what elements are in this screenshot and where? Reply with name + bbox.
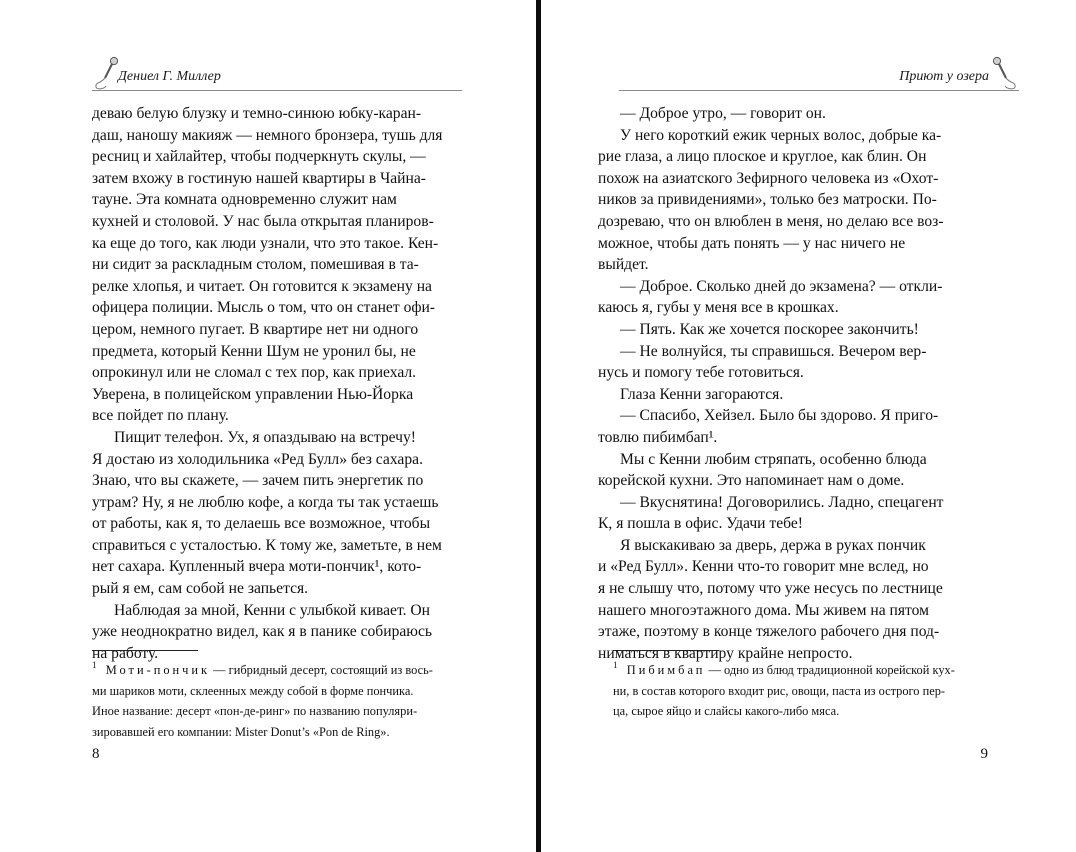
paragraph	[598, 405, 988, 448]
left-body-text	[92, 103, 464, 664]
left-running-header	[92, 56, 462, 91]
text-line: Глаза Кенни загораются.	[620, 385, 784, 403]
text-line: рие глаза, а лицо плоское и круглое, как блин. Он	[598, 148, 927, 166]
text-line: утрам? Ну, я не люблю кофе, а когда ты так устаешь	[92, 493, 439, 511]
text-line: все пойдет по плану.	[92, 407, 229, 425]
page-number: 9	[980, 746, 988, 762]
paragraph	[598, 319, 988, 341]
text-line: Уверена, в полицейском управлении Нью-Йорка	[92, 385, 414, 403]
paragraph	[598, 341, 988, 384]
footnote-mark: 1	[613, 660, 618, 670]
page-number: 8	[92, 746, 100, 762]
footnote-line: ни, в состав которого входит рис, овощи, паста из острого пер-	[613, 683, 946, 698]
text-line: нет сахара. Купленный вчера моти-пончик¹, кото-	[92, 558, 422, 576]
text-line: даш, наношу макияж — немного бронзера, тушь для	[92, 126, 443, 144]
right-page	[541, 0, 1076, 852]
microphone-ornament-icon	[989, 56, 1019, 90]
text-line: нусь и помогу тебе готовиться.	[598, 364, 804, 382]
text-line: — Вкуснятина! Договорились. Ладно, спецагент	[620, 493, 944, 511]
right-running-header	[619, 56, 1019, 91]
footnote-text: — гибридный десерт, состоящий из вось-	[210, 663, 433, 677]
text-line: — Пять. Как же хочется поскорее закончить!	[620, 320, 919, 338]
footnote-mark: 1	[92, 660, 97, 670]
text-line: — Доброе утро, — говорит он.	[620, 105, 826, 122]
footnote-rule	[92, 650, 198, 651]
text-line: Знаю, что вы скажете, — зачем пить энергетик по	[92, 472, 424, 490]
text-line: можное, чтобы дать понять — у нас ничего не	[598, 234, 906, 252]
text-line: Мы с Кенни любим стряпать, особенно блюда	[620, 450, 927, 468]
text-line: этаже, поэтому в конце тяжелого рабочего дня под-	[598, 623, 940, 641]
text-line: К, я пошла в офис. Удачи тебе!	[598, 515, 803, 533]
text-line: ресниц и хайлайтер, чтобы подчеркнуть скулы, —	[92, 148, 426, 166]
text-line: тауне. Эта комната одновременно служит нам	[92, 191, 397, 209]
footnote-line: ми шариков моти, склеенных между собой в форме пончика.	[92, 683, 414, 698]
text-line: каюсь я, губы у меня все в крошках.	[598, 299, 839, 317]
text-line: релке хлопья, и читает. Он готовится к экзамену на	[92, 277, 432, 295]
text-line: дозреваю, что он влюблен в меня, но делаю все воз-	[598, 212, 944, 230]
text-line: Наблюдая за мной, Кенни с улыбкой кивает. Он	[114, 601, 430, 619]
text-line: справиться с усталостью. К тому же, заметьте, в нем	[92, 536, 442, 554]
text-line: офицера полиции. Мысль о том, что он станет офи-	[92, 299, 436, 317]
text-line: деваю белую блузку и темно-синюю юбку-каран-	[92, 105, 422, 122]
text-line: товлю пибимбап¹.	[598, 428, 718, 446]
text-line: выйдет.	[598, 256, 649, 274]
right-body-text	[598, 103, 988, 664]
paragraph	[598, 535, 988, 665]
text-line: на работу.	[92, 644, 159, 662]
running-header-title: Приют у озера	[899, 69, 989, 84]
text-line: — Спасибо, Хейзел. Было бы здорово. Я приго-	[620, 407, 939, 425]
text-line: Я выскакиваю за дверь, держа в руках пончик	[620, 536, 926, 554]
text-line: похож на азиатского Зефирного человека из «Охот-	[598, 169, 939, 187]
text-line: затем вхожу в гостиную нашей квартиры в Чайна-	[92, 169, 426, 187]
paragraph	[598, 492, 988, 535]
footnote-line: зировавшей его компании: Mister Donut’s «Pon de Ring».	[92, 724, 390, 739]
paragraph	[598, 276, 988, 319]
paragraph	[92, 427, 464, 600]
text-line: У него короткий ежик черных волос, добрые ка-	[620, 126, 942, 144]
text-line: и «Ред Булл». Кенни что-то говорит мне вслед, но	[598, 558, 929, 576]
left-footnote	[92, 660, 464, 742]
footnote-line	[613, 660, 1013, 681]
footnote-text: — одно из блюд традиционной корейской кух-	[705, 663, 955, 677]
running-header-title: Дениел Г. Миллер	[118, 69, 221, 84]
paragraph	[92, 103, 464, 427]
right-footnote	[613, 660, 1013, 722]
text-line: ниматься в квартиру крайне непросто.	[598, 644, 853, 662]
text-line: ка еще до того, как люди узнали, что это такое. Кен-	[92, 234, 439, 252]
paragraph	[598, 384, 988, 406]
text-line: корейской кухни. Это напоминает нам о доме.	[598, 472, 905, 490]
footnote-line: Иное название: десерт «пон-де-ринг» по названию популяри-	[92, 704, 418, 719]
text-line: ников за привидениями», только без матроски. По-	[598, 191, 937, 209]
footnote-term: Пибимбап	[626, 663, 706, 677]
paragraph	[598, 103, 988, 125]
footnote-rule	[613, 650, 719, 651]
text-line: Я достаю из холодильника «Ред Булл» без сахара.	[92, 450, 423, 468]
text-line: от работы, как я, то делаешь все возможное, чтобы	[92, 515, 431, 533]
text-line: — Не волнуйся, ты справишься. Вечером вер-	[620, 342, 927, 360]
text-line: уже неоднократно видел, как я в панике собираюсь	[92, 623, 432, 641]
text-line: цером, немного пугает. В квартире нет ни одного	[92, 320, 419, 338]
footnote-line	[92, 660, 464, 681]
text-line: — Доброе. Сколько дней до экзамена? — откли-	[620, 277, 943, 295]
paragraph	[598, 125, 988, 276]
text-line: кухней и столовой. У нас была открытая планиров-	[92, 212, 434, 230]
text-line: я не слышу что, потому что уже несусь по лестнице	[598, 580, 943, 598]
text-line: рый я ем, сам собой не запьется.	[92, 580, 309, 598]
paragraph	[598, 449, 988, 492]
text-line: Пищит телефон. Ух, я опаздываю на встречу!	[114, 428, 416, 446]
text-line: опрокинул или не сломал с тех пор, как приехал.	[92, 364, 417, 382]
paragraph	[92, 600, 464, 665]
text-line: предмета, который Кенни Шум не уронил бы, не	[92, 342, 416, 360]
footnote-line: ца, сырое яйцо и слайсы какого-либо мяса.	[613, 704, 840, 719]
footnote-term: Моти-пончик	[105, 663, 211, 677]
text-line: нашего многоэтажного дома. Мы живем на пятом	[598, 601, 930, 619]
text-line: ни сидит за раскладным столом, помешивая в та-	[92, 256, 419, 274]
